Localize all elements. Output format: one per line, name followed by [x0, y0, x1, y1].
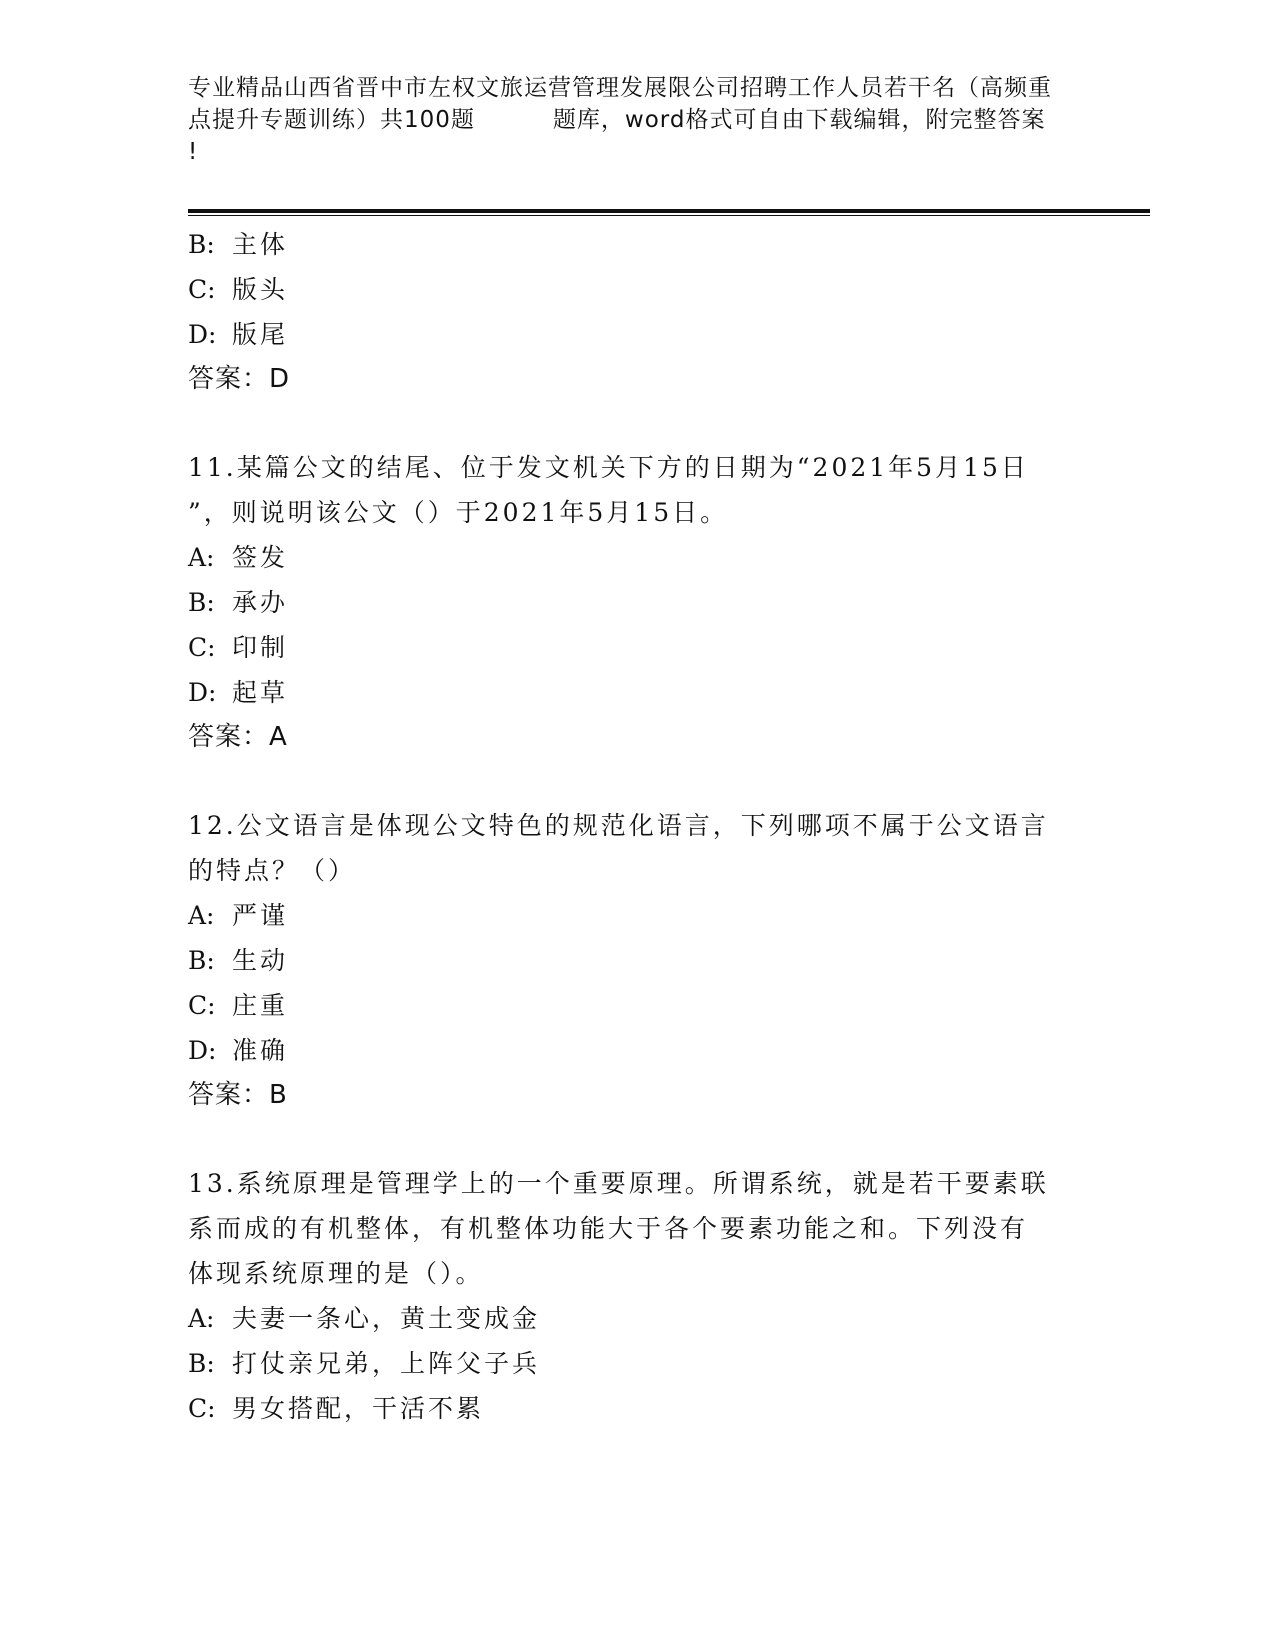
- header-rule-thin: [188, 215, 1150, 216]
- option-letter: D:: [188, 678, 217, 707]
- option-letter: D:: [188, 1036, 217, 1065]
- option-text: 生动: [232, 946, 289, 975]
- option-text: 版头: [232, 275, 289, 304]
- option-a: [188, 535, 1088, 580]
- option-text: 男女搭配，干活不累: [232, 1394, 485, 1423]
- option-b: [188, 580, 1088, 625]
- option-b: [188, 222, 1088, 267]
- option-c: [188, 267, 1088, 312]
- option-c: [188, 625, 1088, 670]
- option-c: [188, 1386, 1088, 1431]
- option-text: 准确: [232, 1036, 289, 1065]
- question-13: [188, 1161, 1088, 1431]
- header-title-line-3: !: [188, 139, 199, 165]
- option-letter: C:: [188, 275, 216, 304]
- question-text-line: 13.系统原理是管理学上的一个重要原理。所谓系统，就是若干要素联: [188, 1169, 1049, 1198]
- option-text: 版尾: [232, 320, 289, 349]
- option-d: [188, 670, 1088, 715]
- option-b: [188, 1341, 1088, 1386]
- answer-line: 答案：A: [188, 722, 288, 752]
- question-12: [188, 803, 1088, 1118]
- option-text: 签发: [232, 543, 289, 572]
- option-a: [188, 893, 1088, 938]
- option-letter: B:: [188, 588, 215, 617]
- header-rule-thick: [188, 209, 1150, 213]
- option-text: 主体: [232, 230, 289, 259]
- option-letter: A:: [188, 1304, 215, 1333]
- option-letter: B:: [188, 230, 215, 259]
- option-letter: A:: [188, 901, 215, 930]
- option-text: 严谨: [232, 901, 289, 930]
- option-d: [188, 312, 1088, 357]
- option-b: [188, 938, 1088, 983]
- option-a: [188, 1296, 1088, 1341]
- option-text: 夫妻一条心，黄土变成金: [232, 1304, 541, 1333]
- question-text-line: 11.某篇公文的结尾、位于发文机关下方的日期为“2021年5月15日: [188, 453, 1029, 482]
- option-letter: C:: [188, 991, 216, 1020]
- header-title-line-2: [188, 104, 1088, 136]
- option-text: 打仗亲兄弟，上阵父子兵: [232, 1349, 541, 1378]
- header-title-line-1: 专业精品山西省晋中市左权文旅运营管理发展限公司招聘工作人员若干名（高频重: [188, 75, 1052, 101]
- option-text: 承办: [232, 588, 289, 617]
- question-text-line: 系而成的有机整体，有机整体功能大于各个要素功能之和。下列没有: [188, 1214, 1029, 1243]
- question-text-line: ”，则说明该公文（）于2021年5月15日。: [188, 498, 729, 527]
- option-letter: D:: [188, 320, 217, 349]
- option-letter: C:: [188, 633, 216, 662]
- option-letter: B:: [188, 946, 215, 975]
- question-11: [188, 445, 1088, 760]
- question-10: [188, 222, 1088, 402]
- question-text-line: 体现系统原理的是（）。: [188, 1259, 484, 1288]
- option-text: 印制: [232, 633, 289, 662]
- option-d: [188, 1028, 1088, 1073]
- header-title-line-2a: 点提升专题训练）共100题: [188, 107, 475, 133]
- header-title-line-2b: 题库，word格式可自由下载编辑，附完整答案: [552, 107, 1046, 133]
- question-content: [188, 222, 1088, 1431]
- option-letter: A:: [188, 543, 215, 572]
- option-letter: C:: [188, 1394, 216, 1423]
- page-header: [188, 72, 1088, 168]
- answer-line: 答案：B: [188, 1080, 288, 1110]
- option-c: [188, 983, 1088, 1028]
- question-text-line: 的特点？（）: [188, 856, 357, 885]
- option-text: 庄重: [232, 991, 289, 1020]
- answer-line: 答案：D: [188, 364, 291, 394]
- option-text: 起草: [232, 678, 289, 707]
- option-letter: B:: [188, 1349, 215, 1378]
- question-text-line: 12.公文语言是体现公文特色的规范化语言，下列哪项不属于公文语言: [188, 811, 1049, 840]
